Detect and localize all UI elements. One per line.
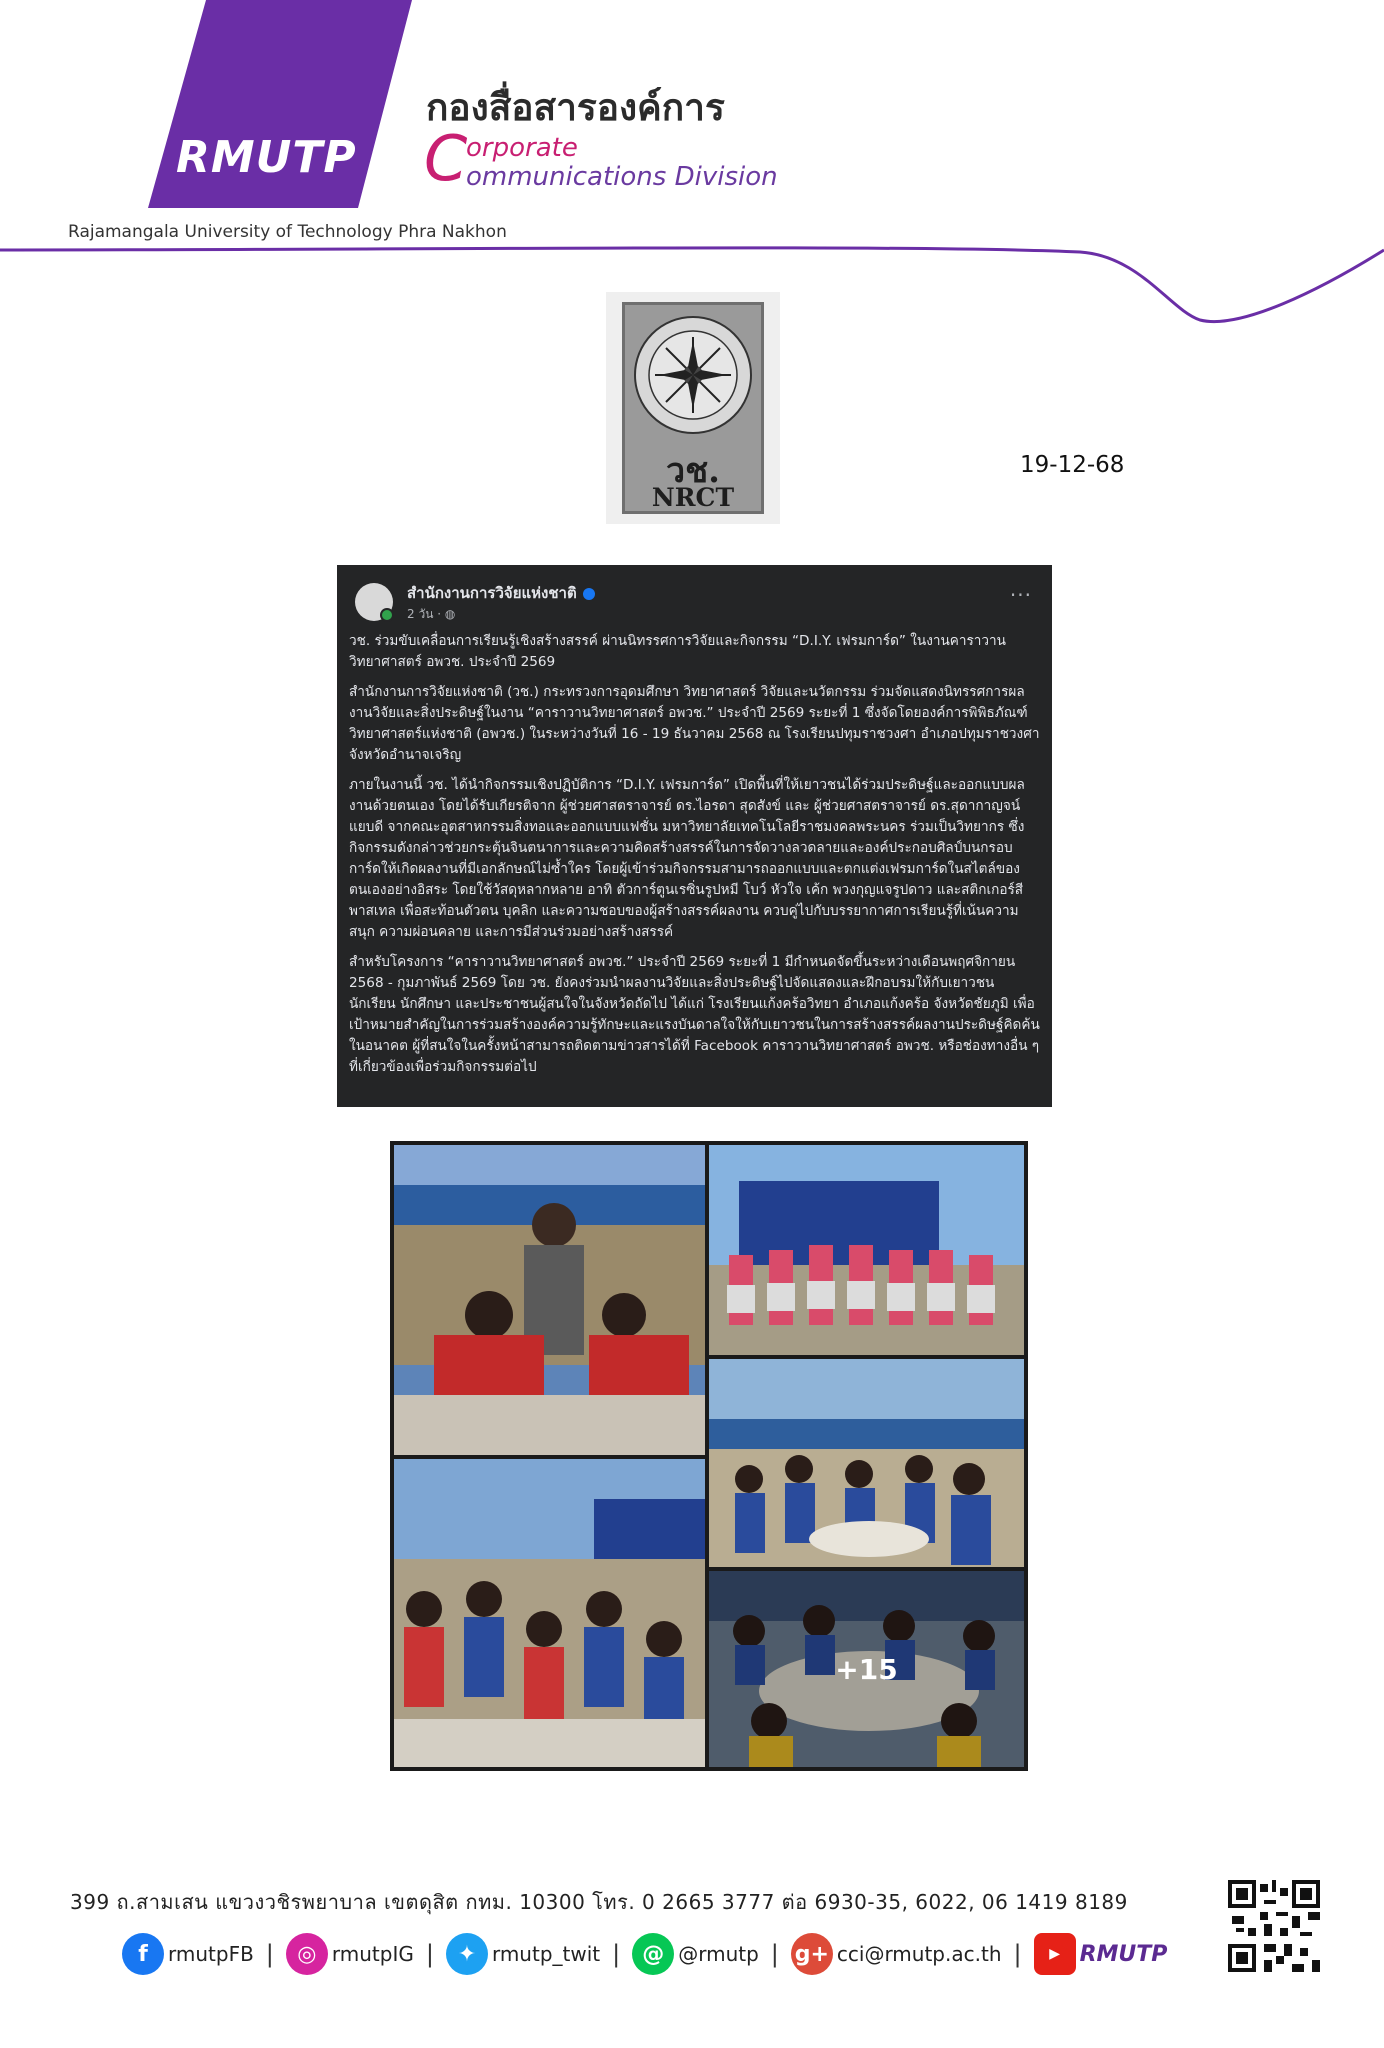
twitter-label[interactable]: rmutp_twit — [491, 1942, 601, 1966]
university-name: Rajamangala University of Technology Phra Nakhon — [68, 222, 507, 242]
nrct-thai-abbr: วช. — [665, 451, 720, 491]
post-body — [349, 631, 1040, 1078]
photo-1[interactable] — [394, 1145, 705, 1455]
google-plus-icon: g+ — [791, 1933, 833, 1975]
post-meta — [407, 605, 455, 624]
social-links — [122, 1930, 1167, 1978]
logo-text: RMUTP — [176, 132, 357, 183]
photo-grid — [390, 1141, 1028, 1771]
facebook-label[interactable]: rmutpFB — [168, 1942, 254, 1966]
youtube-link[interactable] — [1034, 1933, 1168, 1975]
photo-4[interactable] — [394, 1459, 705, 1767]
separator: | — [425, 1940, 434, 1968]
page-name[interactable] — [407, 581, 595, 605]
separator: | — [265, 1940, 274, 1968]
separator: | — [770, 1940, 779, 1968]
separator: | — [1013, 1940, 1022, 1968]
email-link[interactable] — [791, 1933, 1002, 1975]
page-name-text[interactable]: สำนักงานการวิจัยแห่งชาติ — [407, 584, 577, 602]
photo-3[interactable] — [709, 1359, 1024, 1567]
nrct-english-abbr: NRCT — [651, 483, 735, 512]
instagram-label[interactable]: rmutpIG — [331, 1942, 414, 1966]
division-line-1: orporate — [466, 133, 578, 163]
post-time: 2 วัน · — [407, 607, 445, 621]
facebook-icon: f — [122, 1933, 164, 1975]
twitter-link[interactable] — [446, 1933, 600, 1975]
post-paragraph: สำหรับโครงการ “คาราวานวิทยาศาสตร์ อพวช.” ประจำปี 2569 ระยะที่ 1 มีกำหนดจัดขึ้นระหว่างเดือนพฤศจิกายน 2568 - กุมภาพันธ์ 2569 โดย วช. ยังคงร่วมนำผลงานวิจัยและสิ่งประดิษฐ์ไปจัดแสดงและฝึกอบรมให้กับเยาวชน นักเรียน นักศึกษา และประชาชนผู้สนใจในจังหวัดถัดไป ได้แก่ โรงเรียนแก้งคร้อวิทยา อำเภอแก้งคร้อ จังหวัดชัยภูมิ เพื่อเป้าหมายสำคัญในการร่วมสร้างองค์ความรู้ทักษะและแรงบันดาลใจให้กับเยาวชนในการสร้างสรรค์ผลงานประดิษฐ์คิดค้นในอนาคต ผู้ที่สนใจในครั้งหน้าสามารถติดตามข่าวสารได้ที่ Facebook คาราวานวิทยาศาสตร์ อพวช. หรือช่องทางอื่น ๆ ที่เกี่ยวข้องเพื่อร่วมกิจกรรมต่อไป — [349, 954, 1040, 1075]
photo-2[interactable] — [709, 1145, 1024, 1355]
division-line-2: ommunications Division — [466, 162, 778, 192]
post-paragraph: วช. ร่วมขับเคลื่อนการเรียนรู้เชิงสร้างสรรค์ ผ่านนิทรรศการวิจัยและกิจกรรม “D.I.Y. เฟรมการ์ด” ในงานคาราวาน วิทยาศาสตร์ อพวช. ประจำปี 2569 — [349, 633, 1006, 670]
nrct-logo-panel — [622, 302, 764, 514]
post-paragraph: สำนักงานการวิจัยแห่งชาติ (วช.) กระทรวงการอุดมศึกษา วิทยาศาสตร์ วิจัยและนวัตกรรม ร่วมจัดแสดงนิทรรศการผลงานวิจัยและสิ่งประดิษฐ์ในงาน “คาราวานวิทยาศาสตร์ อพวช.” ประจำปี 2569 ระยะที่ 1 ซึ่งจัดโดยองค์การพิพิธภัณฑ์วิทยาศาสตร์แห่งชาติ (อพวช.) ในระหว่างวันที่ 16 - 19 ธันวาคม 2568 ณ โรงเรียนปทุมราชวงศา อำเภอปทุมราชวงศา จังหวัดอำนาจเจริญ — [349, 684, 1040, 763]
page-avatar[interactable] — [355, 583, 393, 621]
youtube-label[interactable]: RMUTP — [1079, 1941, 1168, 1967]
youtube-icon: ▶ — [1034, 1933, 1076, 1975]
facebook-link[interactable] — [122, 1933, 254, 1975]
globe-icon: ◍ — [444, 607, 456, 621]
qr-code[interactable] — [1228, 1880, 1320, 1972]
rmutp-logo — [148, 0, 412, 208]
line-icon: @ — [632, 1933, 674, 1975]
division-name-english — [424, 122, 844, 198]
division-initial: C — [424, 122, 468, 195]
footer-address: 399 ถ.สามเสน แขวงวชิรพยาบาล เขตดุสิต กทม. 10300 โทร. 0 2665 3777 ต่อ 6930-35, 6022, 06 1419 8189 — [70, 1890, 1128, 1914]
instagram-link[interactable] — [286, 1933, 414, 1975]
more-options-icon[interactable]: ··· — [1009, 583, 1032, 607]
instagram-icon: ◎ — [286, 1933, 328, 1975]
document-date: 19-12-68 — [1020, 452, 1125, 478]
facebook-post — [337, 565, 1052, 1107]
email-label[interactable]: cci@rmutp.ac.th — [836, 1942, 1002, 1966]
post-paragraph: ภายในงานนี้ วช. ได้นำกิจกรรมเชิงปฏิบัติการ “D.I.Y. เฟรมการ์ด” เปิดพื้นที่ให้เยาวชนได้ร่วมประดิษฐ์และออกแบบผลงานด้วยตนเอง โดยได้รับเกียรติจาก ผู้ช่วยศาสตราจารย์ ดร.ไอรดา สุดสังข์ และ ผู้ช่วยศาสตราจารย์ ดร.สุดากาญจน์ แยบดี จากคณะอุตสาหกรรมสิ่งทอและออกแบบแฟชั่น มหาวิทยาลัยเทคโนโลยีราชมงคลพระนคร ร่วมเป็นวิทยากร ซึ่งกิจกรรมดังกล่าวช่วยกระตุ้นจินตนาการและความคิดสร้างสรรค์ในการจัดวางลวดลายและองค์ประกอบศิลป์บนกรอบการ์ดให้เกิดผลงานที่มีเอกลักษณ์ไม่ซ้ำใคร โดยผู้เข้าร่วมกิจกรรมสามารถออกแบบและตกแต่งเฟรมการ์ดในสไตล์ของตนเองอย่างอิสระ โดยใช้วัสดุหลากหลาย อาทิ ตัวการ์ตูนเรซิ่นรูปหมี โบว์ หัวใจ เค้ก พวงกุญแจรูปดาว และสติกเกอร์สีพาสเทล เพื่อสะท้อนตัวตน บุคลิก และความชอบของผู้สร้างสรรค์ผลงาน ควบคู่ไปกับบรรยากาศการเรียนรู้ที่เน้นความสนุก ความผ่อนคลาย และการมีส่วนร่วมอย่างสร้างสรรค์ — [349, 777, 1025, 940]
post-header — [349, 579, 1040, 631]
separator: | — [612, 1940, 621, 1968]
photo-5[interactable] — [709, 1571, 1024, 1767]
nrct-emblem-icon — [625, 307, 761, 443]
division-name-thai: กองสื่อสารองค์การ — [426, 86, 725, 129]
twitter-icon: ✦ — [446, 1933, 488, 1975]
verified-badge-icon — [583, 588, 595, 600]
line-link[interactable] — [632, 1933, 759, 1975]
more-photos-count[interactable]: +15 — [709, 1571, 1024, 1767]
line-label[interactable]: @rmutp — [678, 1942, 759, 1966]
nrct-logo — [606, 292, 780, 524]
